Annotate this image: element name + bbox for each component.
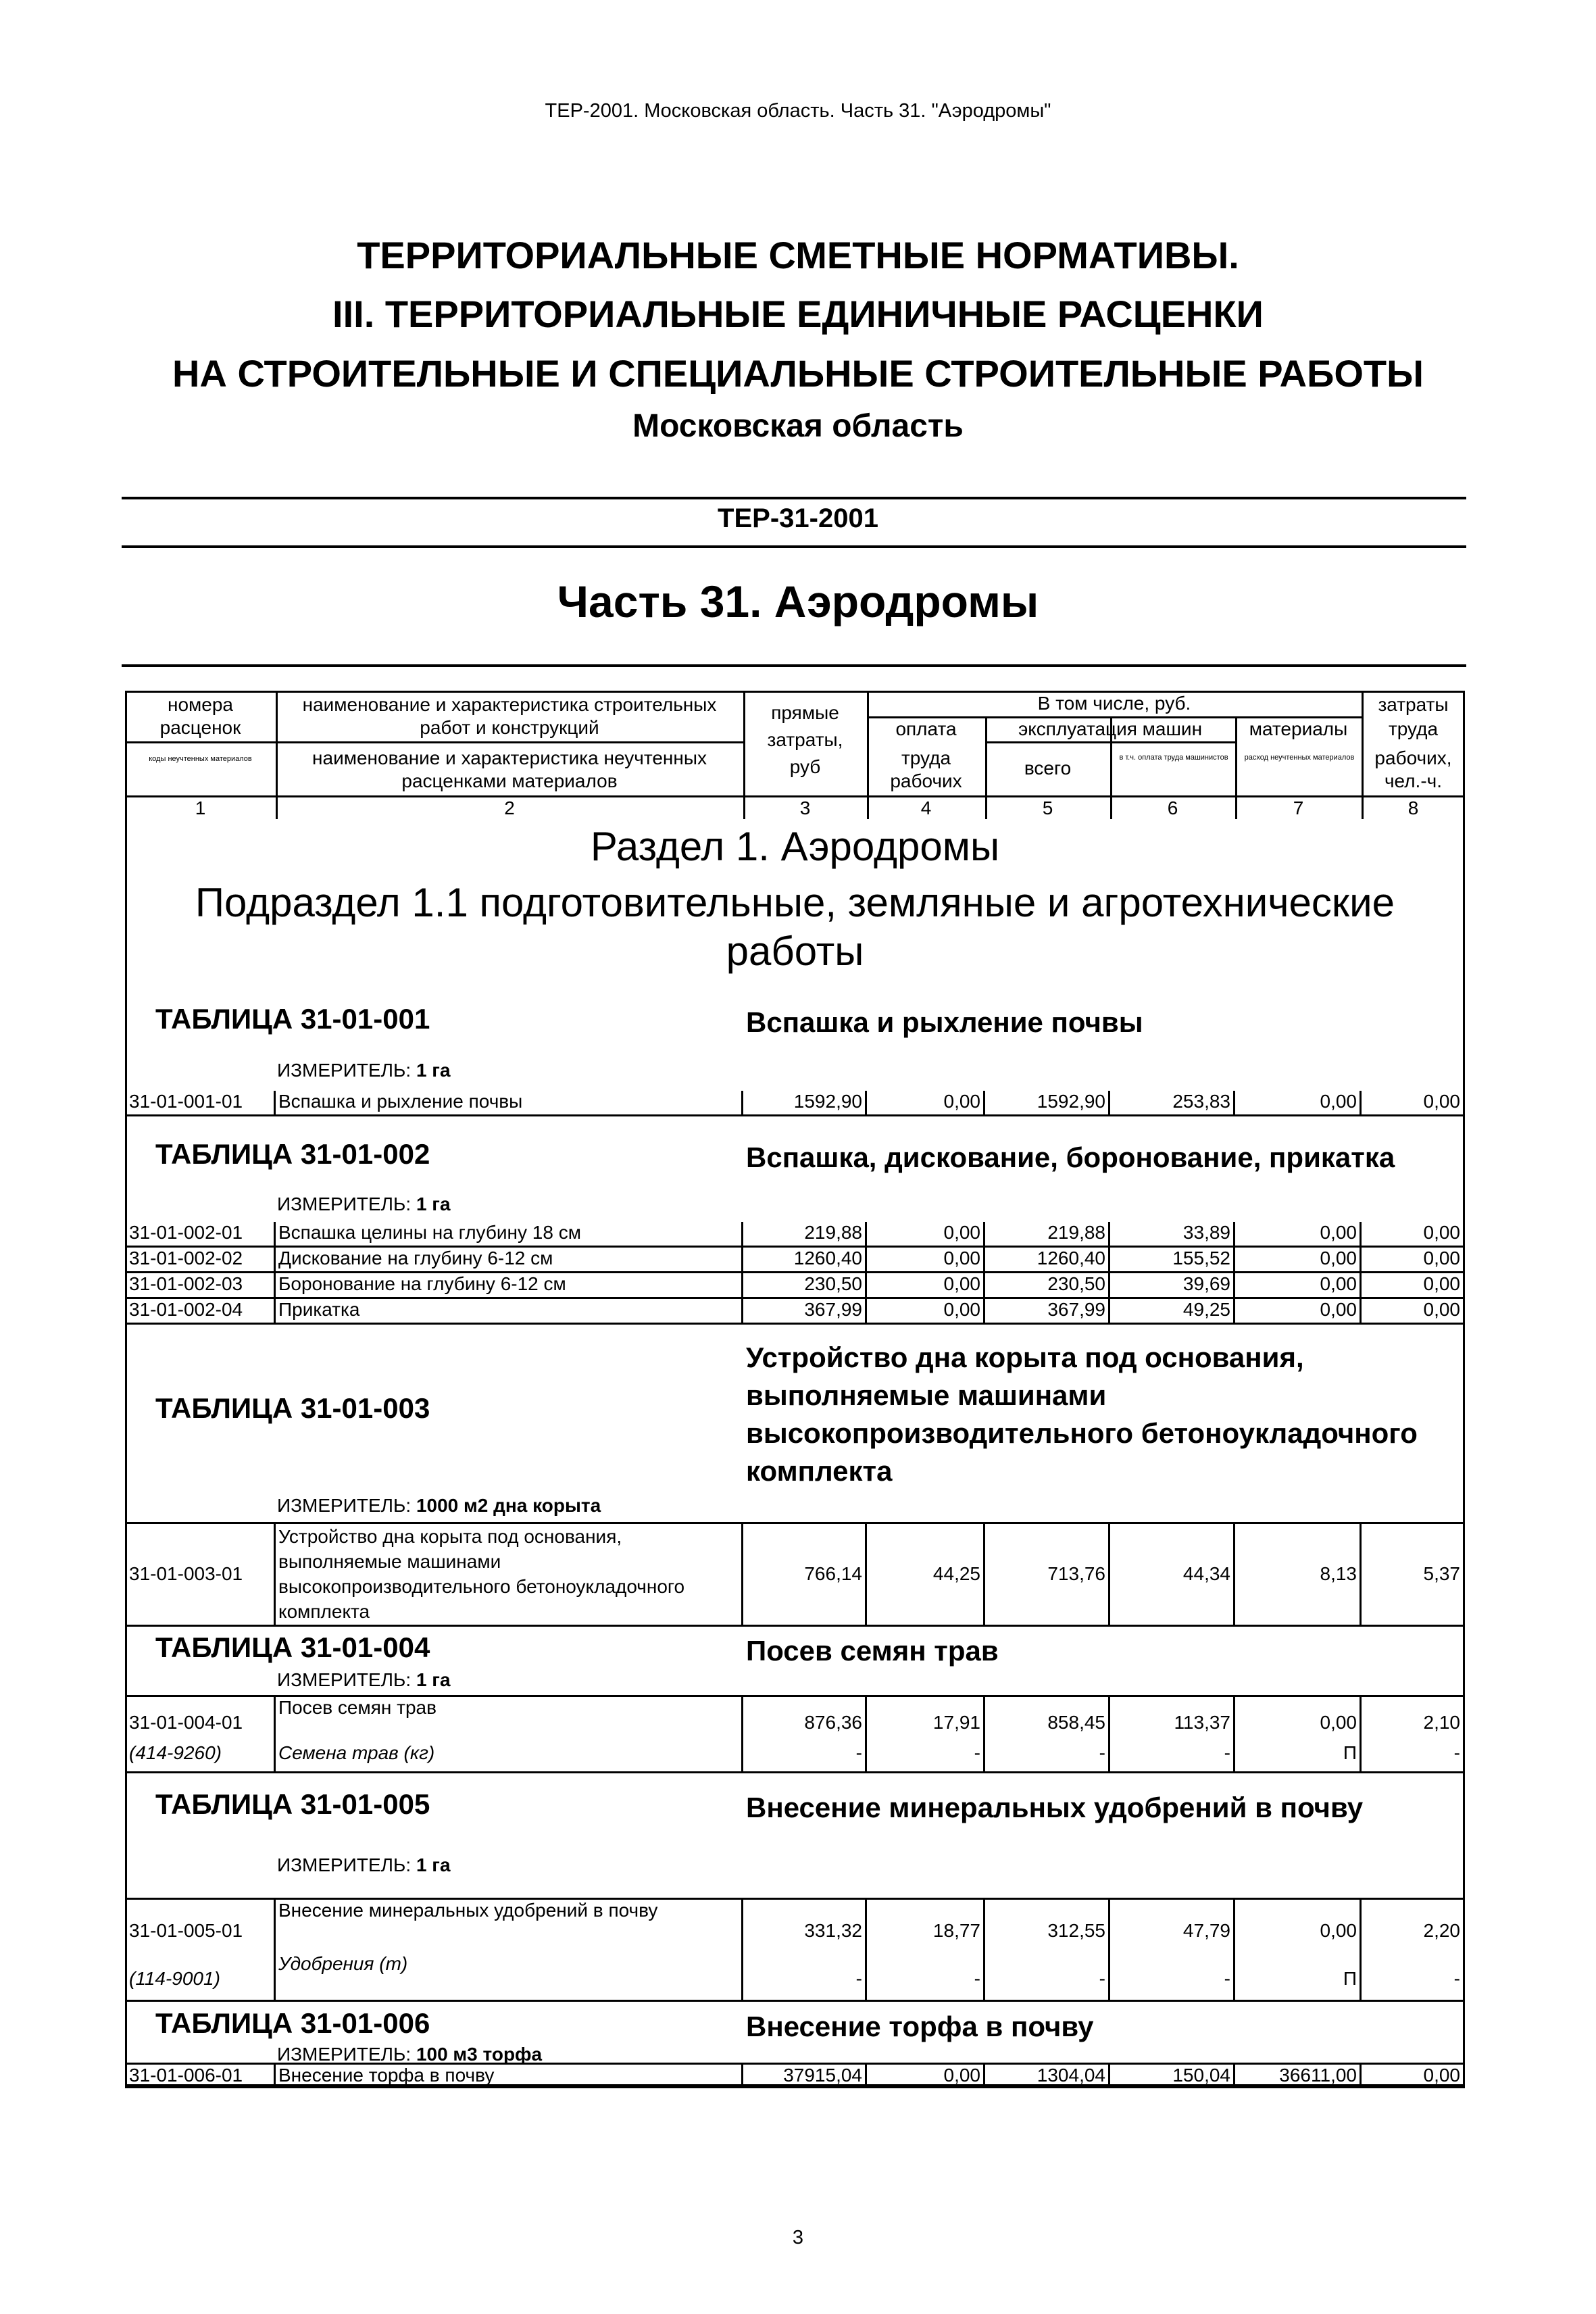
- machinist-pay: -: [1110, 1736, 1235, 1773]
- labor-hours: 0,00: [1362, 1222, 1465, 1248]
- direct-cost: 1592,90: [743, 1091, 867, 1116]
- unit-label: ИЗМЕРИТЕЛЬ: 1 га: [277, 1854, 451, 1875]
- hdr-incl: В том числе, руб.: [1037, 693, 1191, 714]
- labor-hours: 0,00: [1362, 1248, 1465, 1273]
- hdr-labor-d: чел.-ч.: [1384, 770, 1443, 791]
- labor-pay: 0,00: [867, 1091, 985, 1116]
- direct-cost: 230,50: [743, 1273, 867, 1299]
- machinist-pay: 150,04: [1110, 2065, 1235, 2088]
- table-row: [125, 1898, 1465, 1954]
- rate-name: Прикатка: [276, 1299, 743, 1325]
- materials-cost: 0,00: [1235, 1273, 1362, 1299]
- col-num-4: 4: [920, 797, 932, 818]
- hdr-total: всего: [1024, 758, 1072, 779]
- rate-name: Посев семян трав: [276, 1697, 743, 1738]
- hdr-labor-b: труда: [1388, 718, 1439, 739]
- machine-total: 1304,04: [985, 2065, 1110, 2088]
- hdr-pay-b: труда: [901, 747, 951, 768]
- table-label: ТАБЛИЦА 31-01-004: [155, 1631, 430, 1663]
- machine-total: -: [985, 1736, 1110, 1773]
- table-row: [125, 1248, 1465, 1273]
- machinist-pay: 39,69: [1110, 1273, 1235, 1299]
- doc-code: ТЕР-31-2001: [718, 503, 878, 533]
- materials-cost: 36611,00: [1235, 2065, 1362, 2088]
- machine-total: 1260,40: [985, 1248, 1110, 1273]
- material-code: (114-9001): [125, 1952, 276, 2002]
- hdr-col2-a: наименование и характеристика строительных: [302, 694, 717, 715]
- table-label: ТАБЛИЦА 31-01-005: [155, 1788, 430, 1820]
- labor-pay: 44,25: [867, 1524, 985, 1627]
- rate-name-line: высокопроизводительного бетоноукладочного: [278, 1576, 685, 1597]
- machinist-pay: 113,37: [1110, 1697, 1235, 1738]
- table-name-line: высокопроизводительного бетоноукладочного: [746, 1417, 1418, 1449]
- rate-code: 31-01-002-01: [125, 1222, 276, 1248]
- rule-top: [122, 497, 1466, 499]
- subsection-title-a: Подраздел 1.1 подготовительные, земляные и агротехнические: [195, 880, 1395, 925]
- table-row: [125, 1222, 1465, 1248]
- machine-total: 219,88: [985, 1222, 1110, 1248]
- table-name: Посев семян трав: [746, 1635, 999, 1667]
- machinist-pay: -: [1110, 1952, 1235, 2002]
- rate-name-line: комплекта: [278, 1601, 370, 1622]
- labor-pay: 0,00: [867, 1273, 985, 1299]
- hdr-col1-a: номера: [167, 694, 233, 715]
- labor-hours: 0,00: [1362, 1299, 1465, 1325]
- page-number: 3: [792, 2227, 804, 2248]
- labor-pay: 0,00: [867, 1222, 985, 1248]
- rate-name: Вспашка целины на глубину 18 см: [276, 1222, 743, 1248]
- hdr-materials: материалы: [1249, 718, 1348, 739]
- machinist-pay: 33,89: [1110, 1222, 1235, 1248]
- materials-cost: П: [1235, 1736, 1362, 1773]
- hdr-col1-b: расценок: [159, 717, 241, 738]
- rate-code: 31-01-002-02: [125, 1248, 276, 1273]
- direct-cost: 1260,40: [743, 1248, 867, 1273]
- table-name-line: выполняемые машинами: [746, 1379, 1107, 1411]
- table-row-material: [125, 1736, 1465, 1773]
- hdr-col2-d: расценками материалов: [401, 770, 618, 791]
- section-title: Раздел 1. Аэродромы: [590, 824, 1000, 869]
- part-title: Часть 31. Аэродромы: [557, 576, 1039, 626]
- machine-total: 312,55: [985, 1900, 1110, 1954]
- hdr-labor-c: рабочих,: [1374, 747, 1452, 768]
- materials-cost: 0,00: [1235, 1299, 1362, 1325]
- col-num-1: 1: [195, 797, 206, 818]
- machinist-pay: 155,52: [1110, 1248, 1235, 1273]
- unit-label: ИЗМЕРИТЕЛЬ: 1 га: [277, 1060, 451, 1081]
- machine-total: 230,50: [985, 1273, 1110, 1299]
- hdr-pay-c: рабочих: [890, 770, 962, 791]
- rate-name: Дискование на глубину 6-12 см: [276, 1248, 743, 1273]
- materials-cost: 0,00: [1235, 1222, 1362, 1248]
- running-header: ТЕР-2001. Московская область. Часть 31. "Аэродромы": [545, 100, 1051, 122]
- hdr-col2-b: работ и конструкций: [420, 717, 599, 738]
- col-num-3: 3: [799, 797, 811, 818]
- machine-total: -: [985, 1952, 1110, 2002]
- col-num-5: 5: [1042, 797, 1053, 818]
- hdr-col1-bottom: коды неучтенных материалов: [149, 755, 252, 763]
- labor-pay: 18,77: [867, 1900, 985, 1954]
- materials-cost: 0,00: [1235, 1248, 1362, 1273]
- table-header: [125, 691, 1465, 819]
- hdr-mat-use: расход неучтенных материалов: [1244, 754, 1355, 762]
- rule-bottom: [122, 545, 1466, 548]
- subsection-title-b: работы: [726, 929, 864, 974]
- table-row: [125, 1273, 1465, 1299]
- rate-code: 31-01-003-01: [125, 1524, 276, 1627]
- table-name-line: комплекта: [746, 1455, 893, 1487]
- machinist-pay: 253,83: [1110, 1091, 1235, 1116]
- machine-total: 713,76: [985, 1524, 1110, 1627]
- table-name-line: Устройство дна корыта под основания,: [746, 1341, 1304, 1373]
- labor-hours: 0,00: [1362, 2065, 1465, 2088]
- machinist-pay: 49,25: [1110, 1299, 1235, 1325]
- col-num-8: 8: [1407, 797, 1419, 818]
- unit-label: ИЗМЕРИТЕЛЬ: 1000 м2 дна корыта: [277, 1495, 601, 1516]
- direct-cost: 219,88: [743, 1222, 867, 1248]
- labor-hours: 2,20: [1362, 1900, 1465, 1954]
- hdr-pay-a: оплата: [895, 718, 957, 739]
- hdr-col2-c: наименование и характеристика неучтенных: [312, 747, 707, 768]
- hdr-col3-b: затраты,: [767, 729, 843, 750]
- direct-cost: -: [743, 1736, 867, 1773]
- hdr-mach-pay: в т.ч. оплата труда машинистов: [1119, 754, 1228, 762]
- table-row-material: [125, 1952, 1465, 2002]
- col-num-6: 6: [1167, 797, 1178, 818]
- rate-code: 31-01-004-01: [125, 1697, 276, 1738]
- col-num-2: 2: [504, 797, 515, 818]
- rate-name: Внесение минеральных удобрений в почву: [276, 1900, 743, 1954]
- rule-part: [122, 664, 1466, 667]
- table-name: Вспашка, дискование, боронование, прикатка: [746, 1141, 1395, 1173]
- table-name: Вспашка и рыхление почвы: [746, 1006, 1143, 1038]
- labor-pay: -: [867, 1952, 985, 2002]
- rate-code: 31-01-002-03: [125, 1273, 276, 1299]
- table-label: ТАБЛИЦА 31-01-003: [155, 1392, 430, 1424]
- labor-hours: 2,10: [1362, 1697, 1465, 1738]
- title-region: Московская область: [632, 408, 964, 444]
- labor-hours: 5,37: [1362, 1524, 1465, 1627]
- title-line-2: III. ТЕРРИТОРИАЛЬНЫЕ ЕДИНИЧНЫЕ РАСЦЕНКИ: [332, 293, 1264, 335]
- unit-label: ИЗМЕРИТЕЛЬ: 100 м3 торфа: [277, 2044, 543, 2065]
- rate-name: Внесение торфа в почву: [276, 2065, 743, 2088]
- labor-pay: -: [867, 1736, 985, 1773]
- table-row: [125, 1091, 1465, 1116]
- rate-name: Вспашка и рыхление почвы: [276, 1091, 743, 1116]
- machine-total: 1592,90: [985, 1091, 1110, 1116]
- hdr-labor-a: затраты: [1378, 694, 1449, 715]
- unit-label: ИЗМЕРИТЕЛЬ: 1 га: [277, 1193, 451, 1214]
- hdr-machines: эксплуатация машин: [1018, 718, 1203, 739]
- machine-total: 858,45: [985, 1697, 1110, 1738]
- rate-code: 31-01-006-01: [125, 2065, 276, 2088]
- rate-name: Боронование на глубину 6-12 см: [276, 1273, 743, 1299]
- machinist-pay: 47,79: [1110, 1900, 1235, 1954]
- table-name: Внесение минеральных удобрений в почву: [746, 1792, 1364, 1823]
- labor-pay: 0,00: [867, 1299, 985, 1325]
- materials-cost: П: [1235, 1952, 1362, 2002]
- rate-code: 31-01-005-01: [125, 1900, 276, 1954]
- table-label: ТАБЛИЦА 31-01-001: [155, 1003, 430, 1035]
- labor-hours: 0,00: [1362, 1091, 1465, 1116]
- col-num-7: 7: [1293, 797, 1304, 818]
- direct-cost: -: [743, 1952, 867, 2002]
- labor-pay: 17,91: [867, 1697, 985, 1738]
- material-code: (414-9260): [125, 1736, 276, 1773]
- rate-name-line: Устройство дна корыта под основания,: [278, 1526, 622, 1547]
- rate-name: [276, 1524, 743, 1627]
- hdr-col3-c: руб: [789, 756, 821, 777]
- title-line-1: ТЕРРИТОРИАЛЬНЫЕ СМЕТНЫЕ НОРМАТИВЫ.: [357, 234, 1239, 276]
- direct-cost: 766,14: [743, 1524, 867, 1627]
- unit-label: ИЗМЕРИТЕЛЬ: 1 га: [277, 1669, 451, 1690]
- direct-cost: 331,32: [743, 1900, 867, 1954]
- rate-name-line: выполняемые машинами: [278, 1551, 501, 1572]
- labor-hours: -: [1362, 1952, 1465, 2002]
- table-row: [125, 2063, 1465, 2088]
- table-label: ТАБЛИЦА 31-01-002: [155, 1138, 430, 1170]
- labor-pay: 0,00: [867, 1248, 985, 1273]
- table-name: Внесение торфа в почву: [746, 2011, 1094, 2042]
- materials-cost: 0,00: [1235, 1697, 1362, 1738]
- material-name: Семена трав (кг): [276, 1736, 743, 1773]
- hdr-col3-a: прямые: [771, 702, 839, 723]
- rate-code: 31-01-001-01: [125, 1091, 276, 1116]
- labor-hours: -: [1362, 1736, 1465, 1773]
- direct-cost: 37915,04: [743, 2065, 867, 2088]
- title-line-3: НА СТРОИТЕЛЬНЫЕ И СПЕЦИАЛЬНЫЕ СТРОИТЕЛЬНЫЕ РАБОТЫ: [172, 352, 1424, 395]
- table-row: [125, 1522, 1465, 1627]
- direct-cost: 876,36: [743, 1697, 867, 1738]
- material-name: Удобрения (т): [276, 1952, 743, 2002]
- table-row: [125, 1299, 1465, 1325]
- labor-pay: 0,00: [867, 2065, 985, 2088]
- materials-cost: 0,00: [1235, 1091, 1362, 1116]
- machinist-pay: 44,34: [1110, 1524, 1235, 1627]
- direct-cost: 367,99: [743, 1299, 867, 1325]
- machine-total: 367,99: [985, 1299, 1110, 1325]
- materials-cost: 0,00: [1235, 1900, 1362, 1954]
- table-label: ТАБЛИЦА 31-01-006: [155, 2007, 430, 2039]
- rate-code: 31-01-002-04: [125, 1299, 276, 1325]
- materials-cost: 8,13: [1235, 1524, 1362, 1627]
- labor-hours: 0,00: [1362, 1273, 1465, 1299]
